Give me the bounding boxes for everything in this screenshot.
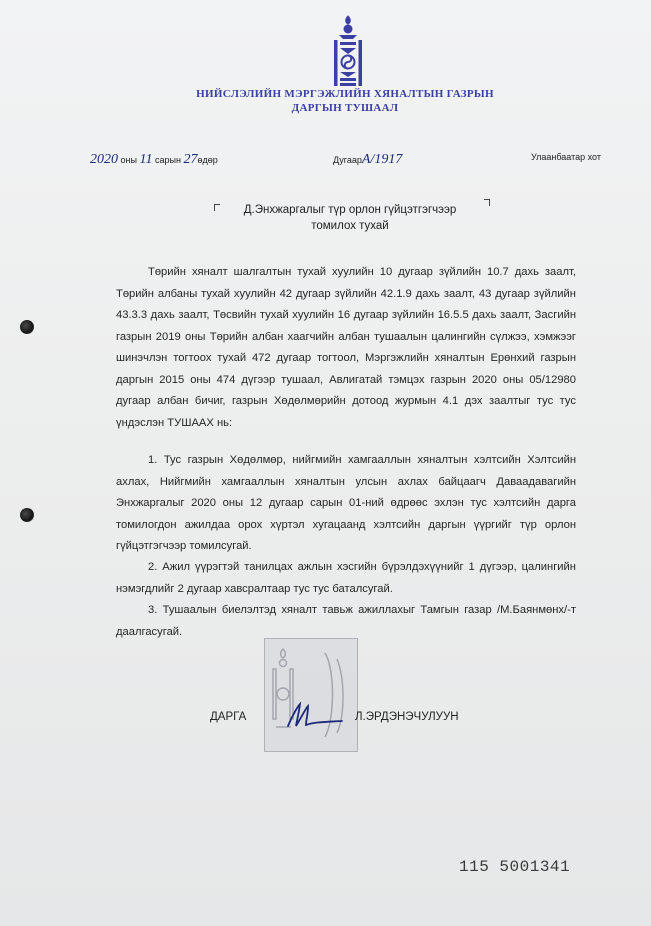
subject-line2: томилох тухай	[311, 220, 389, 232]
preamble-paragraph: Төрийн хяналт шалгалтын тухай хуулийн 10 дугаар зүйлийн 10.7 дахь заалт, Төрийн албаны тухай хуулийн 42 дугаар зүйлийн 42.1.9 дахь заалт, 43 дугаар зүйлийн 43.3.3 дахь заалт, Төсвийн тухай хуулийн 16 дугаар зүйлийн 16.5.5 дахь заалт, Засгийн газрын 2019 оны Төрийн албан хаагчийн албан тушаалын цалингийн сүлжээ, хэмжээг шинэчлэн тогтоох тухай 472 дугаар тогтоол, Мэргэжлийн хяналтын Ерөнхий газрын даргын 2015 оны 474 дүгээр тушаал, Авлигатай тэмцэх газрын 2020 оны 05/12980 дугаар албан бичиг, газрын Хөдөлмөрийн дотоод журмын 4.1 дэх заалтыг тус тус үндэслэн ТУШААХ нь:	[116, 266, 576, 429]
date-field	[90, 152, 218, 168]
order-number-field	[333, 152, 402, 168]
org-title-line2: ДАРГЫН ТУШААЛ	[291, 102, 399, 114]
date-day-suffix: өдөр	[197, 155, 218, 165]
order-number-label: Дугаар	[333, 155, 362, 165]
state-emblem-icon	[326, 14, 370, 92]
organization-title	[140, 87, 550, 115]
signatory-name: Л.ЭРДЭНЭЧУЛУУН	[355, 711, 459, 723]
date-day: 27	[183, 152, 198, 167]
serial-number: 115 5001341	[459, 858, 571, 876]
org-title-line1: НИЙСЛЭЛИЙН МЭРГЭЖЛИЙН ХЯНАЛТЫН ГАЗРЫН	[196, 88, 494, 100]
official-stamp	[264, 638, 358, 752]
date-month: 11	[139, 152, 153, 167]
order-item-1: 1. Тус газрын Хөдөлмөр, нийгмийн хамгааллын хяналтын хэлтсийн Хэлтсийн ахлах, Нийгмийн хамгааллын хяналтын улсын ахлах байцаагч Даваадавагийн Энхжаргалыг 2020 оны 12 дугаар сарын 01-ний өдрөөс эхлэн тус хэлтсийн дарга томилогдон ажилдаа орох хүртэл хугацаанд хэлтсийн даргын үүргийг түр орлон гүйцэтгэгчээр томилсугай.	[116, 454, 576, 552]
order-number: А/1917	[361, 152, 403, 167]
handwritten-signature	[284, 700, 346, 730]
signatory-title: ДАРГА	[210, 711, 247, 723]
city: Улаанбаатар хот	[531, 152, 601, 162]
order-item-3: 3. Тушаалын биелэлтэд хяналт тавьж ажиллахыг Тамгын газар /М.Баянмөнх/-т даалгасугай.	[116, 604, 576, 638]
stamp-emblem-icon	[265, 639, 357, 751]
date-month-suffix: сарын	[154, 155, 181, 165]
order-subject	[200, 202, 500, 234]
date-year: 2020	[90, 152, 118, 167]
punch-hole	[20, 508, 34, 522]
subject-line1: Д.Энхжаргалыг түр орлон гүйцэтгэгчээр	[243, 204, 457, 216]
date-year-suffix: оны	[120, 155, 137, 165]
punch-hole	[20, 320, 34, 334]
order-item-2: 2. Ажил үүрэгтэй танилцах ажлын хэсгийн бүрэлдэхүүнийг 1 дүгээр, цалингийн нэмэгдлийг 2 дугаар хавсралтаар тус тус баталсугай.	[116, 561, 576, 595]
